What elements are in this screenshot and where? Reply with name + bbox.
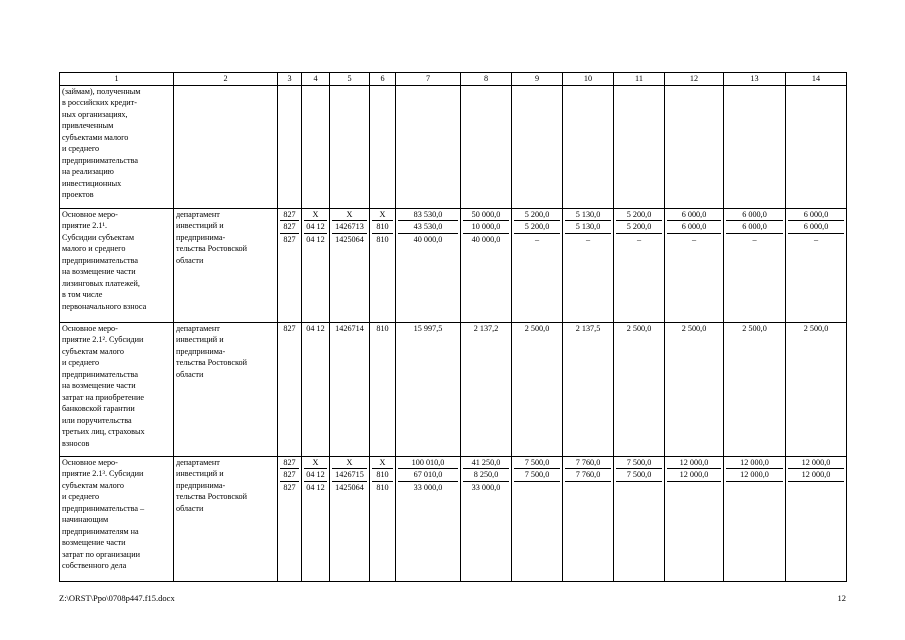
value-line: 83 530,0 (398, 209, 458, 222)
value-line: – (691, 234, 697, 244)
value-line: 810 (376, 482, 389, 492)
value-line: – (585, 234, 591, 244)
value-line: 43 530,0 (398, 221, 458, 234)
value-line: 04 12 (304, 221, 327, 234)
value-cell (724, 208, 786, 322)
value-line: 7 500,0 (514, 457, 560, 470)
measure-name-line: и среднего (62, 144, 100, 153)
measure-name-line: приятие 2.1¹. (62, 221, 107, 230)
value-line: 6 000,0 (726, 209, 783, 222)
column-number: 10 (563, 73, 614, 86)
value-line: 5 200,0 (514, 221, 560, 234)
value-cell (614, 456, 665, 581)
measure-name-line: предпринимательства (62, 155, 138, 165)
executor-line: тельства Ростовской (176, 492, 248, 501)
value-line: 6 000,0 (788, 209, 844, 222)
value-line: 5 130,0 (565, 221, 611, 234)
measure-name-cell (60, 456, 174, 581)
value-line: 12 000,0 (667, 469, 721, 482)
measure-name-cell (60, 208, 174, 322)
value-line (565, 482, 611, 494)
value-line: 2 500,0 (803, 323, 829, 333)
measure-name-line: начинающим (62, 515, 109, 524)
value-line: 04 12 (306, 323, 325, 333)
value-cell (665, 85, 724, 208)
value-line: 810 (372, 221, 393, 234)
value-line: 810 (372, 469, 393, 482)
measure-name-line: предпринимателям на (62, 526, 139, 536)
value-line: 33 000,0 (413, 482, 443, 492)
executor-line: тельства Ростовской (176, 244, 248, 253)
value-line: 8 250,0 (463, 469, 509, 482)
value-cell (278, 208, 302, 322)
value-cell (330, 322, 370, 456)
value-line: 2 500,0 (626, 323, 652, 333)
measure-name-line: предпринимательства (62, 369, 138, 379)
column-number: 13 (724, 73, 786, 86)
column-number-row (60, 73, 847, 86)
value-line: 15 997,5 (413, 323, 443, 333)
value-line: 50 000,0 (463, 209, 509, 222)
value-cell (396, 85, 461, 208)
executor-line: департамент (176, 209, 220, 219)
executor-line: тельства Ростовской (176, 358, 248, 367)
value-cell (563, 85, 614, 208)
value-line: 5 200,0 (514, 209, 560, 222)
value-line: 810 (376, 323, 389, 333)
value-line: 100 010,0 (398, 457, 458, 470)
value-cell (370, 208, 396, 322)
measure-name-line: лизинговых платежей, (62, 278, 140, 288)
executor-line: предпринима- (176, 232, 226, 242)
measure-name-line: затрат по организации (62, 549, 140, 559)
value-cell (786, 208, 847, 322)
executor-cell (174, 456, 278, 581)
value-line: 12 000,0 (726, 457, 783, 470)
value-cell (461, 322, 512, 456)
value-line: 12 000,0 (726, 469, 783, 482)
value-cell (302, 85, 330, 208)
value-cell (330, 85, 370, 208)
measure-name-line: или поручительства (62, 415, 132, 425)
column-number: 11 (614, 73, 665, 86)
column-number: 8 (461, 73, 512, 86)
value-line: – (813, 234, 819, 244)
measure-name-line: собственного дела (62, 561, 127, 570)
measure-name-line: в российских кредит- (62, 98, 137, 107)
column-number: 12 (665, 73, 724, 86)
measure-name-line: Основное меро- (62, 457, 118, 467)
value-cell (614, 322, 665, 456)
value-line: 2 500,0 (524, 323, 550, 333)
column-number: 4 (302, 73, 330, 86)
measure-name-line: и среднего (62, 358, 100, 367)
value-line: 827 (280, 221, 299, 234)
value-cell (665, 322, 724, 456)
value-cell (512, 208, 563, 322)
footer-file-path: Z:\ORST\Ppo\0708p447.f15.docx (59, 593, 175, 603)
executor-line: инвестиций и (176, 469, 224, 478)
value-line (788, 482, 844, 494)
column-number: 3 (278, 73, 302, 86)
value-line: 04 12 (304, 469, 327, 482)
value-cell (396, 456, 461, 581)
value-cell (724, 322, 786, 456)
value-line: 41 250,0 (463, 457, 509, 470)
value-line: 7 500,0 (616, 469, 662, 482)
column-number: 1 (60, 73, 174, 86)
value-line: 5 200,0 (616, 209, 662, 222)
table-row (60, 85, 847, 208)
value-line: 2 500,0 (681, 323, 707, 333)
value-cell (724, 85, 786, 208)
value-line: 827 (283, 323, 296, 333)
value-cell (614, 85, 665, 208)
value-cell (330, 456, 370, 581)
value-line: 2 500,0 (742, 323, 767, 333)
value-cell (302, 208, 330, 322)
measure-name-line: затрат на приобретение (62, 392, 144, 402)
value-cell (278, 322, 302, 456)
value-cell (614, 208, 665, 322)
value-line: 40 000,0 (471, 234, 501, 244)
measure-name-line: первоначального взноса (62, 301, 147, 311)
value-line: 7 500,0 (616, 457, 662, 470)
value-line: 2 137,5 (575, 323, 601, 333)
value-cell (396, 208, 461, 322)
value-line: 827 (280, 457, 299, 470)
value-line: – (752, 234, 757, 244)
column-number: 7 (396, 73, 461, 86)
value-line: 1426713 (332, 221, 367, 234)
value-cell (461, 456, 512, 581)
executor-line: департамент (176, 323, 220, 333)
page-number: 12 (837, 593, 846, 603)
value-cell (461, 208, 512, 322)
measure-name-line: малого и среднего (62, 244, 126, 253)
column-number: 6 (370, 73, 396, 86)
value-cell (665, 456, 724, 581)
value-line: Х (304, 457, 327, 470)
value-line: 12 000,0 (788, 457, 844, 470)
value-line: 827 (283, 234, 296, 244)
value-line: 33 000,0 (471, 482, 501, 492)
measure-name-line: привлеченным (62, 121, 114, 130)
measure-name-line: предпринимательства – (62, 503, 145, 513)
value-cell (302, 456, 330, 581)
measure-name-line: банковской гарантии (62, 404, 135, 413)
measure-name-line: субъектам малого (62, 346, 125, 356)
measure-name-line: на возмещение части (62, 267, 136, 276)
value-cell (563, 322, 614, 456)
value-cell (370, 85, 396, 208)
value-line: 1426714 (335, 323, 364, 333)
value-line: 7 760,0 (565, 457, 611, 470)
value-line: 1426715 (332, 469, 367, 482)
value-line: 6 000,0 (667, 209, 721, 222)
table-row (60, 208, 847, 322)
measure-name-line: субъектам малого (62, 480, 125, 490)
executor-line: инвестиций и (176, 221, 224, 230)
measure-name-line: третьих лиц, страховых (62, 427, 145, 436)
value-line: 1425064 (335, 234, 364, 244)
column-number: 5 (330, 73, 370, 86)
table-row (60, 322, 847, 456)
executor-line: области (176, 503, 204, 513)
value-line: Х (304, 209, 327, 222)
value-cell (512, 456, 563, 581)
value-cell (665, 208, 724, 322)
value-cell (330, 208, 370, 322)
value-line: 827 (280, 209, 299, 222)
value-line: Х (332, 457, 367, 470)
value-cell (563, 208, 614, 322)
value-cell (512, 85, 563, 208)
value-line: 04 12 (306, 234, 325, 244)
column-number: 2 (174, 73, 278, 86)
executor-cell (174, 322, 278, 456)
value-line: 7 500,0 (514, 469, 560, 482)
value-cell (786, 456, 847, 581)
column-number: 9 (512, 73, 563, 86)
value-line: 810 (376, 234, 389, 244)
value-line: 12 000,0 (667, 457, 721, 470)
measure-name-line: приятие 2.1². Субсидии (62, 335, 144, 344)
value-line: Х (372, 457, 393, 470)
value-cell (278, 456, 302, 581)
value-cell (302, 322, 330, 456)
measure-name-line: возмещение части (62, 538, 126, 547)
value-line (667, 482, 721, 494)
measure-name-line: приятие 2.1³. Субсидии (62, 469, 144, 478)
value-line: 6 000,0 (726, 221, 783, 234)
measure-name-line: (займам), полученным (62, 86, 141, 96)
measure-name-line: Основное меро- (62, 323, 118, 333)
value-line: 7 760,0 (565, 469, 611, 482)
value-line: 5 200,0 (616, 221, 662, 234)
measure-name-line: ных организациях, (62, 109, 128, 119)
value-cell (370, 322, 396, 456)
measure-name-line: проектов (62, 190, 94, 199)
value-line (616, 482, 662, 494)
value-line: 5 130,0 (565, 209, 611, 222)
measure-name-line: Основное меро- (62, 209, 118, 219)
value-line: 2 137,2 (473, 323, 499, 333)
value-line: 827 (280, 469, 299, 482)
executor-cell (174, 85, 278, 208)
value-line: Х (332, 209, 367, 222)
measure-name-line: субъектами малого (62, 132, 129, 142)
value-cell (724, 456, 786, 581)
executor-line: области (176, 369, 204, 379)
value-line (514, 482, 560, 494)
value-line: 10 000,0 (463, 221, 509, 234)
executor-line: предпринима- (176, 346, 226, 356)
measure-name-line: и среднего (62, 492, 100, 501)
measure-name-cell (60, 322, 174, 456)
value-line: 6 000,0 (667, 221, 721, 234)
executor-line: департамент (176, 457, 220, 467)
value-cell (370, 456, 396, 581)
executor-line: области (176, 255, 204, 265)
value-line: – (534, 234, 540, 244)
value-line (726, 482, 783, 494)
measure-name-line: на возмещение части (62, 381, 136, 390)
value-line: 67 010,0 (398, 469, 458, 482)
value-cell (396, 322, 461, 456)
executor-line: предпринима- (176, 480, 226, 490)
value-cell (278, 85, 302, 208)
value-line: Х (372, 209, 393, 222)
value-line: 40 000,0 (413, 234, 443, 244)
measure-name-cell (60, 85, 174, 208)
value-cell (786, 322, 847, 456)
value-cell (512, 322, 563, 456)
measure-name-line: Субсидии субъектам (62, 232, 135, 242)
executor-line: инвестиций и (176, 335, 224, 344)
value-line: – (636, 234, 642, 244)
value-cell (563, 456, 614, 581)
measure-name-line: предпринимательства (62, 255, 138, 265)
measure-name-line: инвестиционных (62, 178, 122, 188)
measure-name-line: на реализацию (62, 167, 114, 176)
value-line: 827 (283, 482, 296, 492)
measure-name-line: в том числе (62, 290, 103, 299)
value-line: 1425064 (335, 482, 364, 492)
value-line: 12 000,0 (788, 469, 844, 482)
value-cell (786, 85, 847, 208)
budget-table (59, 72, 847, 582)
value-line: 04 12 (306, 482, 325, 492)
measure-name-line: взносов (62, 438, 90, 448)
table-row (60, 456, 847, 581)
executor-cell (174, 208, 278, 322)
column-number: 14 (786, 73, 847, 86)
value-line: 6 000,0 (788, 221, 844, 234)
value-cell (461, 85, 512, 208)
